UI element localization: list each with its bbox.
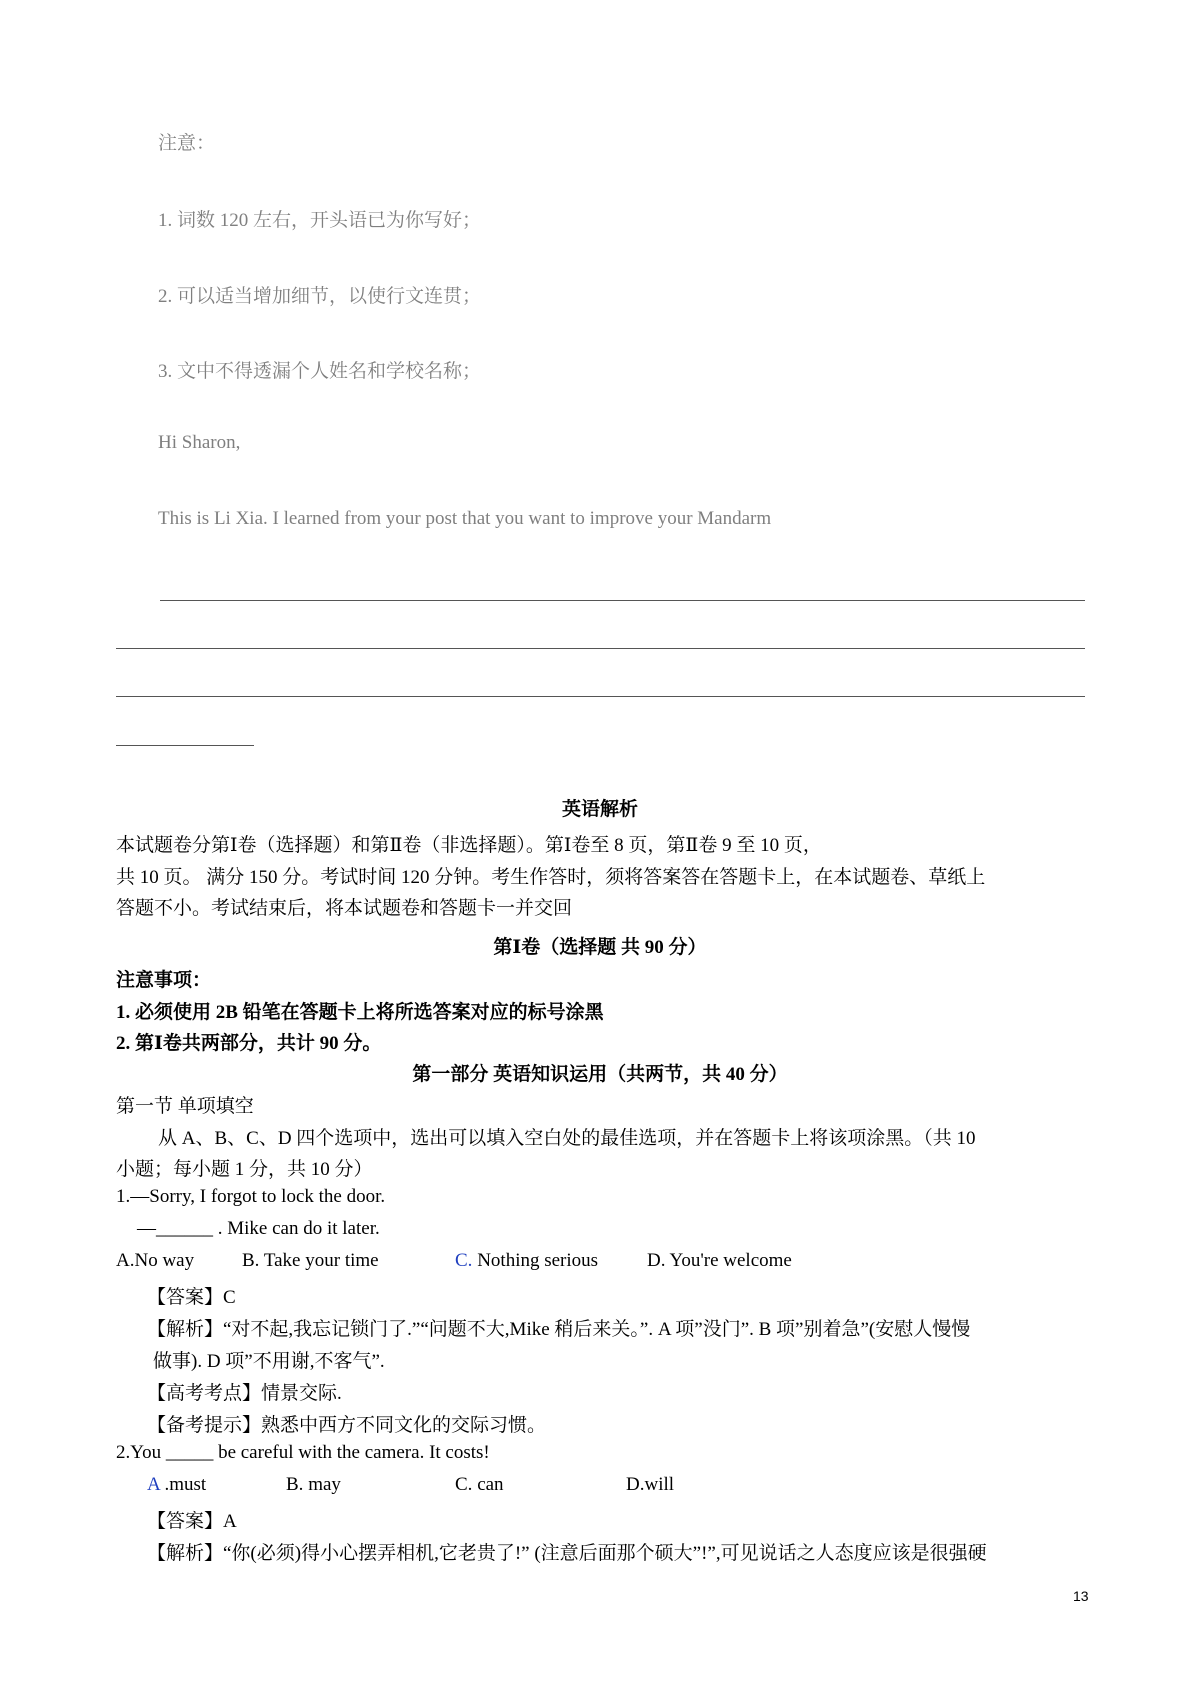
part-title: 第一部分 英语知识运用（共两节，共 40 分） bbox=[412, 1064, 788, 1085]
intro-line-2: 共 10 页。 满分 150 分。考试时间 120 分钟。考生作答时，须将答案答在答题卡上，在本试题卷、草纸上 bbox=[116, 867, 986, 888]
q1-stem-rest: . Mike can do it later. bbox=[213, 1218, 380, 1239]
q2-explanation-line-1: 【解析】“你(必须)得小心摆弄相机,它老贵了!” (注意后面那个硕大”!”,可见说话之人态度应该是很强硬 bbox=[147, 1543, 987, 1564]
instruction-line-1: 从 A、B、C、D 四个选项中，选出可以填入空白处的最佳选项，并在答题卡上将该项涂黑。（共 10 bbox=[158, 1128, 976, 1149]
letter-greeting: Hi Sharon, bbox=[158, 432, 241, 453]
notice-item-1: 1. 必须使用 2B 铅笔在答题卡上将所选答案对应的标号涂黑 bbox=[116, 1002, 604, 1023]
q1-explanation-line-1: 【解析】“对不起,我忘记锁门了.”“问题不大,Mike 稍后来关。”. A 项”没门”. B 项”别着急”(安慰人慢慢 bbox=[147, 1319, 971, 1340]
q1-option-c: C. Nothing serious bbox=[455, 1250, 599, 1271]
instruction-line-2: 小题；每小题 1 分，共 10 分） bbox=[116, 1159, 373, 1180]
note-item-2: 2. 可以适当增加细节，以使行文连贯； bbox=[158, 286, 482, 307]
q2-option-a-letter: A bbox=[147, 1474, 160, 1495]
note-item-1: 1. 词数 120 左右，开头语已为你写好； bbox=[158, 210, 482, 231]
writing-line-1 bbox=[160, 600, 1085, 601]
q1-explanation-line-2: 做事). D 项”不用谢,不客气”. bbox=[153, 1351, 385, 1372]
q1-blank: ______ bbox=[156, 1218, 213, 1239]
writing-line-3 bbox=[116, 696, 1085, 697]
q1-answer: 【答案】C bbox=[147, 1287, 236, 1308]
q2-option-a: A .must bbox=[147, 1474, 207, 1495]
volume-title: 第Ⅰ卷（选择题 共 90 分） bbox=[493, 937, 707, 958]
intro-line-1: 本试题卷分第Ⅰ卷（选择题）和第Ⅱ卷（非选择题）。第Ⅰ卷至 8 页，第Ⅱ卷 9 至 10 页， bbox=[116, 835, 822, 856]
q2-option-c: C. can bbox=[455, 1474, 504, 1495]
q1-option-b: B. Take your time bbox=[242, 1250, 379, 1271]
q1-option-a: A.No way bbox=[116, 1250, 195, 1271]
q1-prep-tip: 【备考提示】熟悉中西方不同文化的交际习惯。 bbox=[147, 1415, 547, 1436]
notes-heading: 注意： bbox=[158, 133, 216, 154]
letter-opening: This is Li Xia. I learned from your post that you want to improve your Mandarm bbox=[158, 508, 772, 529]
q2-option-d: D.will bbox=[626, 1474, 675, 1495]
analysis-title: 英语解析 bbox=[561, 799, 638, 820]
page-number: 13 bbox=[1073, 1588, 1089, 1604]
q2-option-b: B. may bbox=[286, 1474, 341, 1495]
q1-exam-point: 【高考考点】情景交际. bbox=[147, 1383, 342, 1404]
writing-line-4 bbox=[116, 745, 254, 746]
section-title: 第一节 单项填空 bbox=[116, 1096, 254, 1117]
note-item-3: 3. 文中不得透漏个人姓名和学校名称； bbox=[158, 361, 482, 382]
q1-stem-line-1: 1.—Sorry, I forgot to lock the door. bbox=[116, 1186, 386, 1207]
notice-item-2: 2. 第Ⅰ卷共两部分，共计 90 分。 bbox=[116, 1033, 382, 1054]
q2-stem: 2.You _____ be careful with the camera. It costs! bbox=[116, 1442, 490, 1463]
notice-heading: 注意事项： bbox=[116, 970, 212, 991]
q1-stem-line-2 bbox=[137, 1218, 380, 1240]
q1-option-c-letter: C. bbox=[455, 1250, 473, 1271]
q1-option-d: D. You're welcome bbox=[647, 1250, 792, 1271]
q2-answer: 【答案】A bbox=[147, 1511, 237, 1532]
intro-line-3: 答题不小。考试结束后，将本试题卷和答题卡一并交回 bbox=[116, 898, 573, 919]
writing-line-2 bbox=[116, 648, 1085, 649]
q1-dash: — bbox=[137, 1218, 156, 1239]
